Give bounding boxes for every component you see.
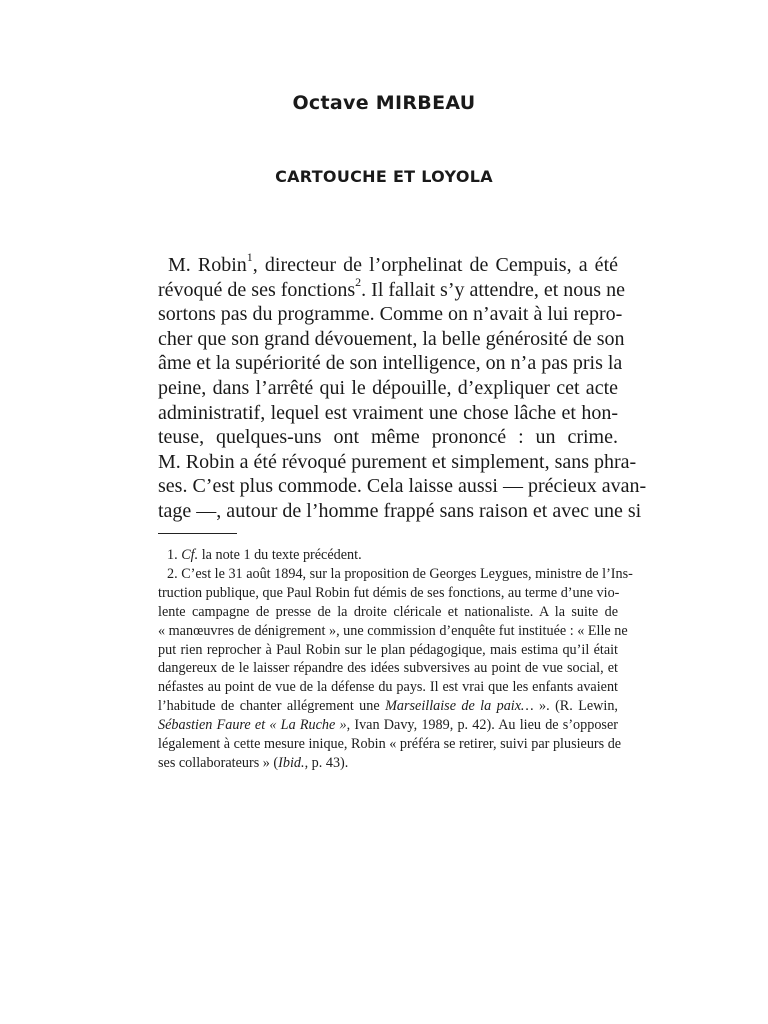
footnote-2-line: légalement à cette mesure inique, Robin « préféra se retirer, suivi par plusieurs de <box>158 736 622 753</box>
body-paragraph <box>158 250 647 524</box>
footnote-mark: 2 <box>355 274 362 289</box>
footnote-2-line: lente campagne de presse de la droite cléricale et nationaliste. A la suite de <box>158 603 618 620</box>
body-line: M. Robin$^1$, directeur de l’orphelinat de Cempuis, a été <box>168 250 618 276</box>
footnote-mark: 1 <box>246 250 253 265</box>
body-line: révoqué de ses fonctions$^2$. Il fallait s’y attendre, et nous ne <box>158 274 625 301</box>
footnote-2-line: dangereux de le laisser répandre des idées subversives au point de vue social, et <box>158 660 618 677</box>
footnote-2-line: 2. C’est le 31 août 1894, sur la proposition de Georges Leygues, ministre de l’Ins- <box>167 565 633 582</box>
footnote-2-line: « manœuvres de dénigrement », une commission d’enquête fut instituée : « Elle ne <box>158 622 628 639</box>
body-line: âme et la supériorité de son intelligence, on n’a pas pris la <box>158 352 623 375</box>
body-line: cher que son grand dévouement, la belle générosité de son <box>158 327 625 350</box>
footnote-1: 1. Cf. la note 1 du texte précédent. <box>167 547 362 563</box>
author-name: Octave MIRBEAU <box>292 92 476 114</box>
body-line: ses. C’est plus commode. Cela laisse aussi — précieux avan- <box>158 475 647 498</box>
body-line: teuse, quelques-uns ont même prononcé : un crime. <box>158 426 618 449</box>
footnote-2-line: ses collaborateurs » (Ibid., p. 43). <box>158 754 349 771</box>
body-line: M. Robin a été révoqué purement et simplement, sans phra- <box>158 450 637 473</box>
footnote-2-line: néfastes au point de vue de la défense du pays. Il est vrai que les enfants avaient <box>158 679 618 696</box>
footnote-separator <box>158 533 237 534</box>
document-title: CARTOUCHE ET LOYOLA <box>275 167 493 186</box>
body-line: administratif, lequel est vraiment une chose lâche et hon- <box>158 401 618 424</box>
footnote-2-line: truction publique, que Paul Robin fut démis de ses fonctions, au terme d’une vio- <box>158 584 620 601</box>
body-line: sortons pas du programme. Comme on n’avait à lui repro- <box>158 303 623 326</box>
body-line: tage —, autour de l’homme frappé sans raison et avec une si <box>158 499 642 522</box>
footnotes <box>158 546 633 773</box>
footnote-2-line: put rien reprocher à Paul Robin sur le plan pédagogique, mais estima qu’il était <box>158 641 618 658</box>
body-line: peine, dans l’arrêté qui le dépouille, d’expliquer cet acte <box>158 376 618 399</box>
footnote-2-line: Sébastien Faure et « La Ruche », Ivan Davy, 1989, p. 42). Au lieu de s’opposer <box>158 717 618 734</box>
footnote-2-line: l’habitude de chanter allégrement une Marseillaise de la paix… ». (R. Lewin, <box>158 698 618 715</box>
